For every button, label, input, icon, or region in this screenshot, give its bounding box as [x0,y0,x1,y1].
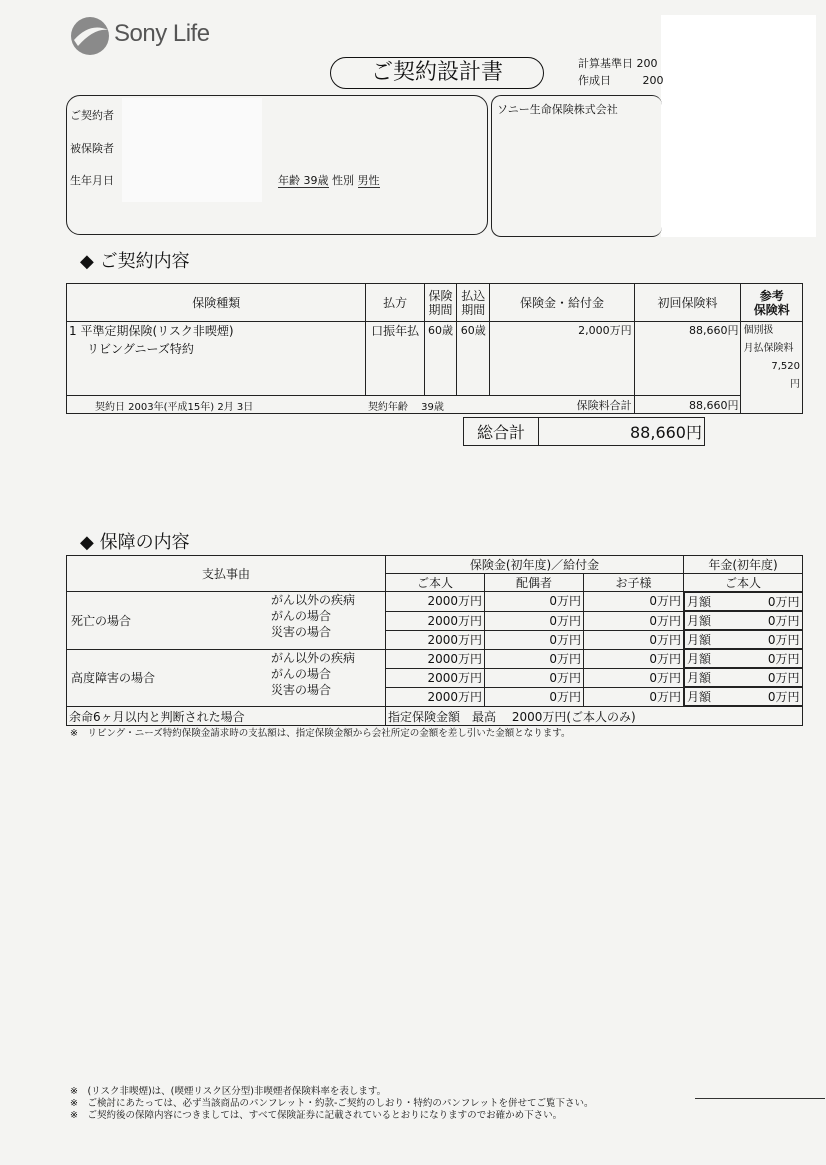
premium-total-label: 保険料合計 [490,396,634,414]
contract-date: 契約日 2003年(平成15年) 2月 3日 [67,396,366,414]
spouse-amount: 0万円 [485,592,584,612]
annuity-cell [684,668,803,687]
coverage-heading: ◆ 保障の内容 [80,532,190,553]
grand-total-value: 88,660円 [539,418,705,446]
child-amount: 0万円 [584,668,684,687]
annuity-amount: 0万円 [767,595,800,609]
company-name: ソニー生命保険株式会社 [497,103,618,116]
contract-age: 契約年齢 39歳 [366,396,490,414]
age-sex-row [278,172,380,188]
hdr-benefit-group: 保険金(初年度)／給付金 [386,556,684,574]
ref-cell [741,322,803,414]
annuity-amount: 0万円 [767,614,800,628]
hdr-pay: 払方 [366,284,424,322]
contract-table [66,283,803,414]
grand-total-label: 総合計 [464,418,539,446]
base-date-label: 計算基準日 [578,57,633,70]
coverage-group-name: 死亡の場合 [71,613,132,628]
annuity-label: 月額 [687,595,712,609]
plan-name: 平準定期保険(リスク非喫煙) [80,324,234,338]
annuity-cell [684,630,803,649]
hdr-ref: 参考 保険料 [741,284,803,322]
rider-name: リビングニーズ特約 [87,342,194,356]
coverage-row [67,649,803,668]
child-amount: 0万円 [584,687,684,707]
coverage-group-label [67,592,386,650]
hdr-reason: 支払事由 [67,556,386,592]
created-value: 200 [642,74,664,87]
pay-method: 口振年払 [366,322,424,396]
created-label: 作成日 [578,74,611,87]
premium-total-value: 88,660円 [634,396,741,414]
redacted-area [661,15,816,237]
last-row-label: 余命6ヶ月以内と判断された場合 [67,707,386,726]
annuity-label: 月額 [687,690,712,704]
hdr-annuity-group: 年金(初年度) [684,556,803,574]
last-row-value: 指定保険金額 最高 2000万円(ご本人のみ) [386,707,803,726]
coverage-causes [271,650,355,698]
ref-monthly-value: 7,520 [771,361,800,372]
coverage-row [67,592,803,612]
self-amount: 2000万円 [386,630,485,649]
brand-name: Sony Life [114,20,210,47]
coverage-group-label [67,649,386,707]
hdr-self: ご本人 [386,574,485,592]
hdr-spouse: 配偶者 [485,574,584,592]
self-amount: 2000万円 [386,649,485,668]
footer-note-2: ※ ご検討にあたっては、必ず当該商品のパンフレット・約款-ご契約のしおり・特約のパンフレットを併せてご覧下さい。 [70,1098,594,1109]
grand-total-table [463,417,705,446]
self-amount: 2000万円 [386,592,485,612]
ref-unit: 円 [790,379,800,390]
annuity-amount: 0万円 [767,633,800,647]
page-title: ご契約設計書 [330,57,544,89]
insured-label: 被保険者 [70,142,114,155]
premium-value: 88,660円 [634,322,741,396]
sex-label: 性別 [332,174,354,187]
annuity-amount: 0万円 [767,652,800,666]
coverage-table [66,555,803,726]
annuity-cell [684,592,803,611]
child-amount: 0万円 [584,649,684,668]
row-no: 1 [69,324,77,338]
coverage-cause: がん以外の疾病 [271,593,356,607]
hdr-child: お子様 [584,574,684,592]
self-amount: 2000万円 [386,668,485,687]
dob-label: 生年月日 [70,174,114,187]
footer-rule [695,1098,825,1099]
coverage-cause: 災害の場合 [271,625,332,639]
spouse-amount: 0万円 [485,687,584,707]
benefit-value: 2,000万円 [490,322,634,396]
coverage-group-name: 高度障害の場合 [71,671,156,686]
annuity-cell [684,611,803,630]
annuity-cell [684,649,803,668]
base-date-row [578,55,658,71]
coverage-cause: がんの場合 [271,609,332,623]
coverage-cause: 災害の場合 [271,682,332,697]
term-value: 60歳 [424,322,456,396]
footer-note-3: ※ ご契約後の保障内容につきましては、すべて保険証券に記載されているとおりになりますのでお確かめ下さい。 [70,1110,563,1121]
ref-type: 個別扱 [743,325,774,336]
annuity-label: 月額 [687,652,712,666]
plan-cell [67,322,366,396]
contract-heading: ◆ ご契約内容 [80,251,190,272]
coverage-cause: がん以外の疾病 [271,650,356,665]
coverage-causes [271,592,355,640]
spouse-amount: 0万円 [485,611,584,630]
created-date-row [578,72,664,88]
hdr-pay-term: 払込 期間 [457,284,490,322]
contractor-label: ご契約者 [70,109,114,122]
spouse-amount: 0万円 [485,630,584,649]
annuity-label: 月額 [687,614,712,628]
ref-monthly-label: 月払保険料 [743,343,794,354]
child-amount: 0万円 [584,592,684,612]
redacted-name [122,98,262,202]
age-value: 年齢 39歳 [278,174,329,187]
annuity-label: 月額 [687,671,712,685]
hdr-type: 保険種類 [67,284,366,322]
annuity-amount: 0万円 [767,671,800,685]
child-amount: 0万円 [584,611,684,630]
spouse-amount: 0万円 [485,649,584,668]
annuity-amount: 0万円 [767,690,800,704]
annuity-cell [684,687,803,706]
hdr-annuity-self: ご本人 [684,574,803,592]
annuity-label: 月額 [687,633,712,647]
hdr-first-premium: 初回保険料 [634,284,741,322]
hdr-term: 保険 期間 [424,284,456,322]
base-date-value: 200 [636,57,658,70]
coverage-cause: がんの場合 [271,666,332,681]
spouse-amount: 0万円 [485,668,584,687]
pay-term-value: 60歳 [457,322,490,396]
self-amount: 2000万円 [386,611,485,630]
footer-note-1: ※ (リスク非喫煙)は、(喫煙リスク区分型)非喫煙者保険料率を表します。 [70,1086,387,1097]
hdr-benefit: 保険金・給付金 [490,284,634,322]
sex-value: 男性 [357,174,380,187]
child-amount: 0万円 [584,630,684,649]
self-amount: 2000万円 [386,687,485,707]
coverage-note: ※ リビング・ニーズ特約保険金請求時の支払額は、指定保険金額から会社所定の金額を差し引いた金額となります。 [70,728,571,739]
